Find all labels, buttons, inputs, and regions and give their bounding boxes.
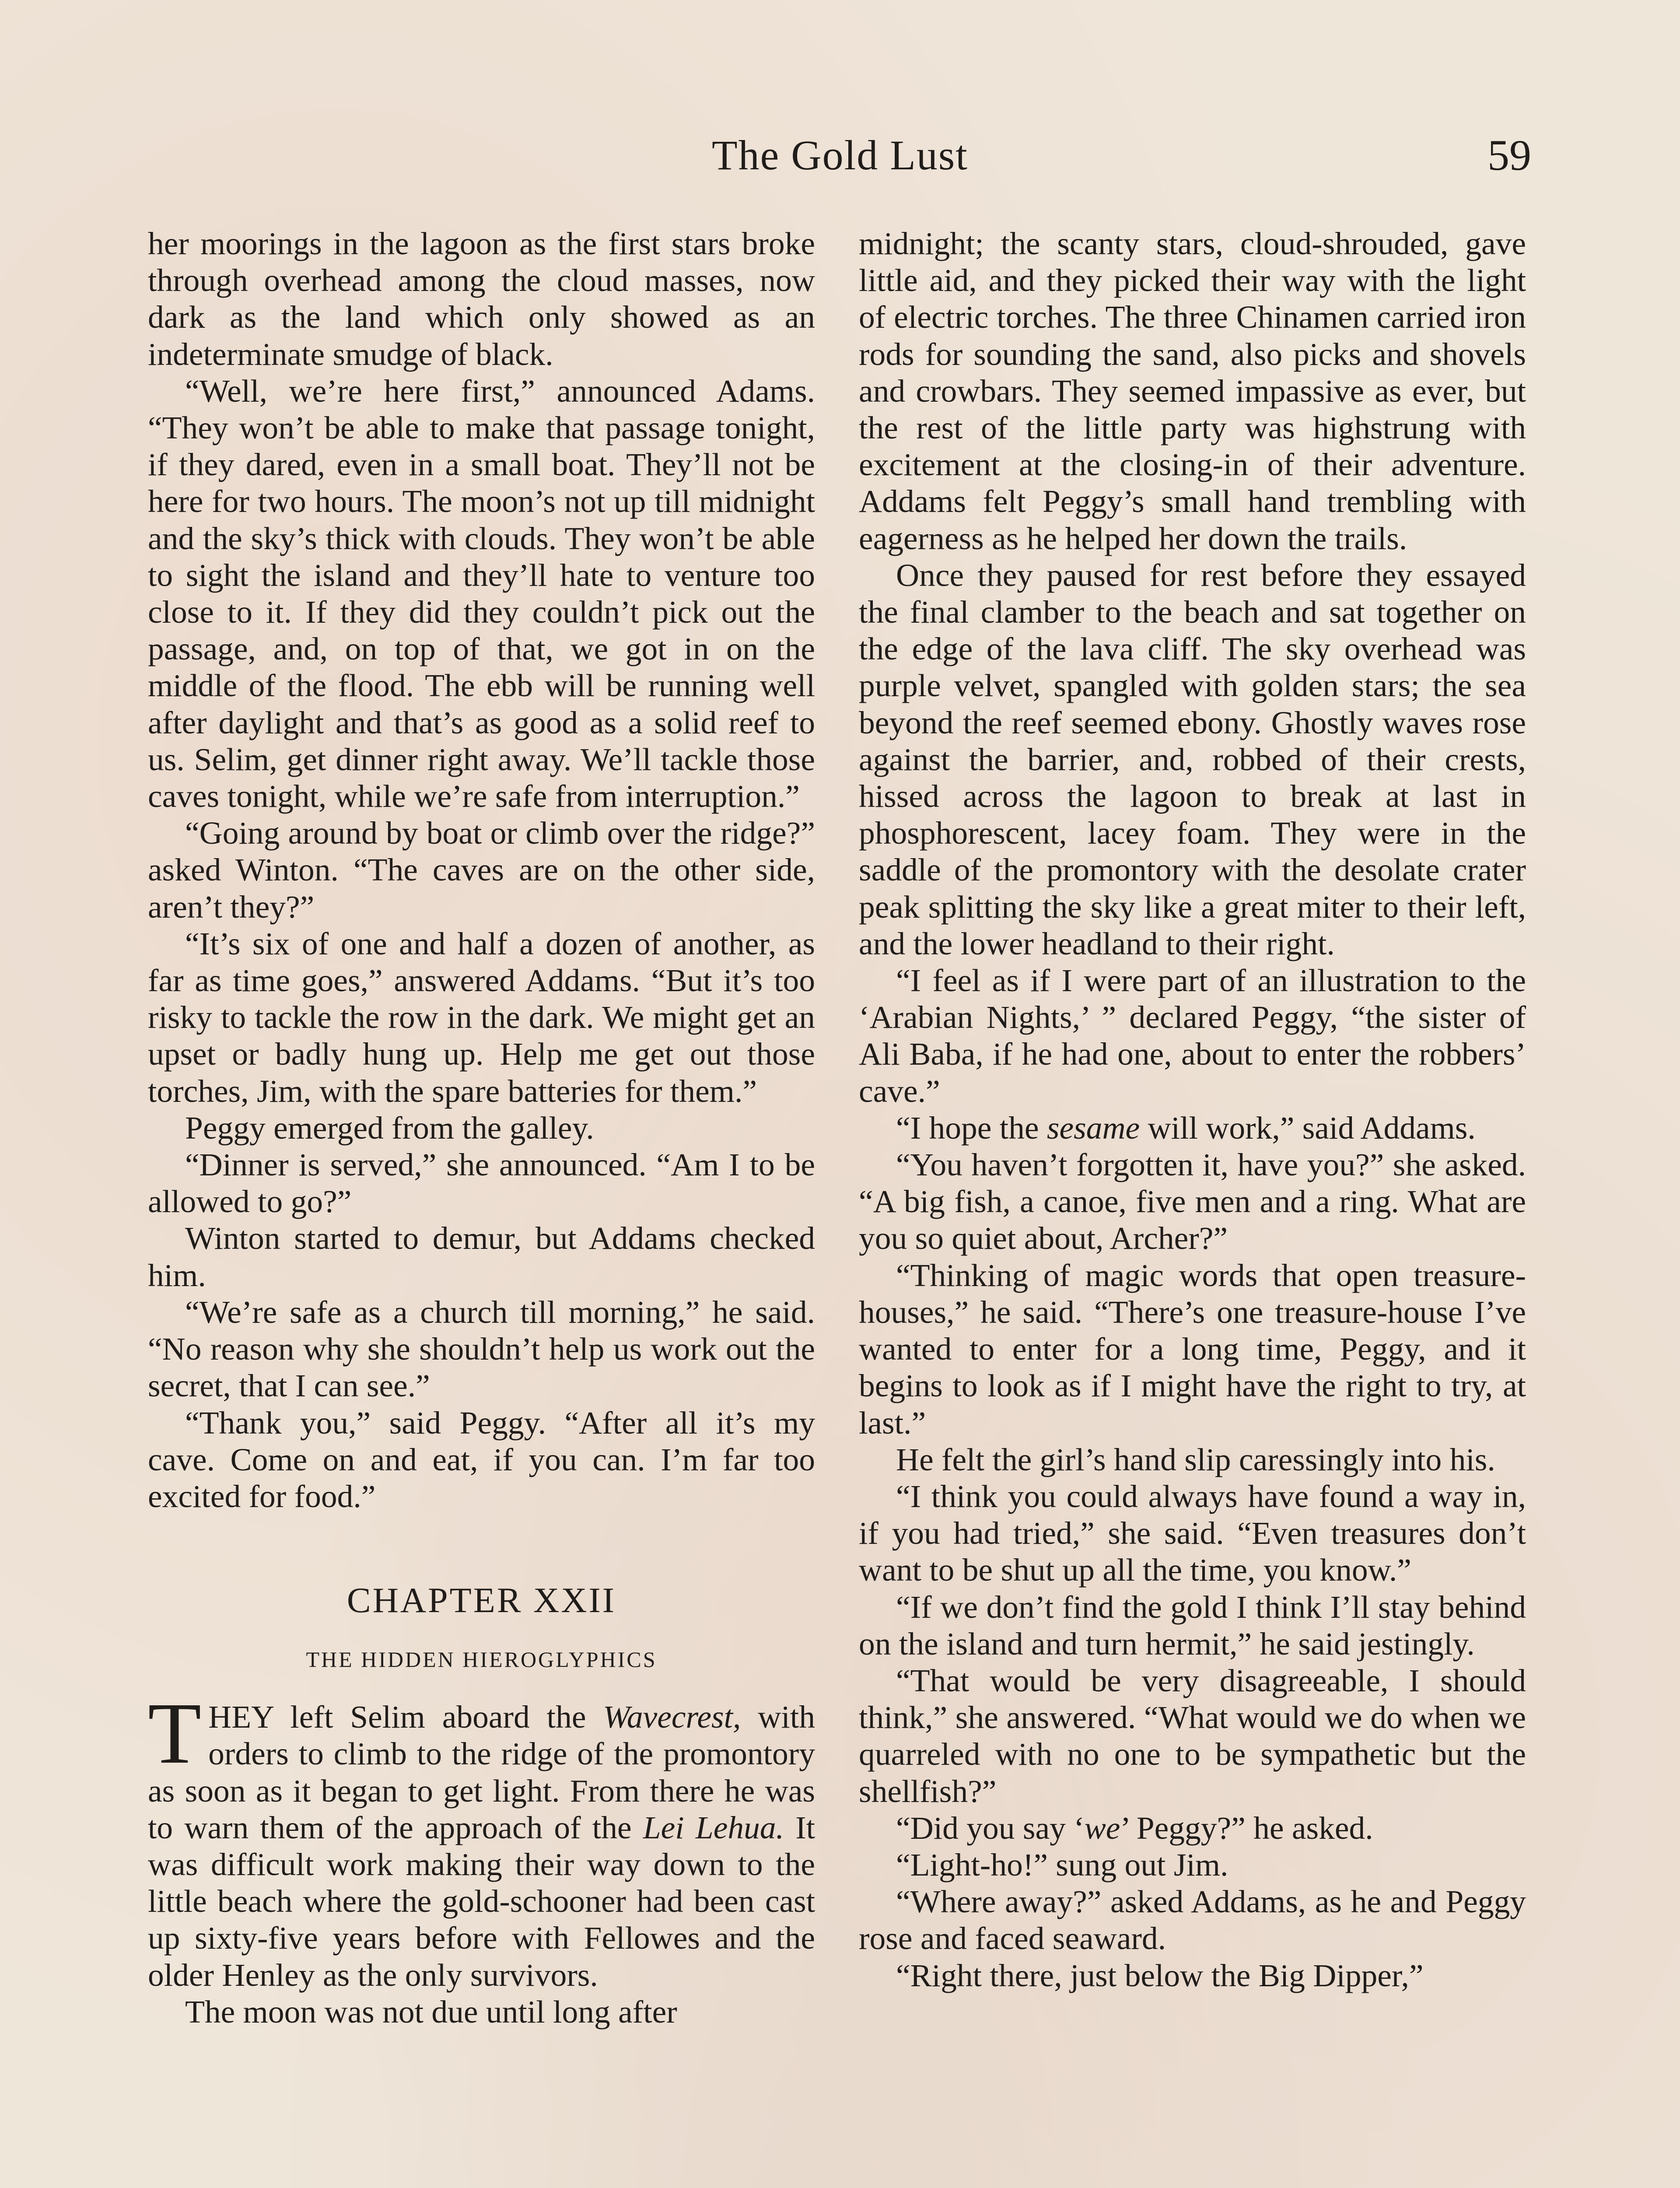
paragraph: Once they paused for rest before they essayed the final clamber to the beach and sat together on the edge of the lava cliff. The sky overhead was purple velvet, spangled with golden stars; the sea beyond the reef seemed ebony. Ghostly waves rose against the barrier, and, robbed of their crests, hissed across the lagoon to break at last in phosphorescent, lacey foam. They were in the saddle of the promontory with the desolate crater peak splitting the sky like a great miter to their left, and the lower headland to their right.: [859, 557, 1526, 961]
paragraph: “It’s six of one and half a dozen of another, as far as time goes,” answered Addams. “But it’s too risky to tackle the row in the dark. We might get an upset or badly hung up. Help me get out those torches, Jim, with the spare batteries for them.”: [148, 926, 815, 1109]
paragraph: “Where away?” asked Addams, as he and Peggy rose and faced seaward.: [859, 1884, 1526, 1957]
paragraph: Peggy emerged from the galley.: [185, 1110, 594, 1146]
paragraph: “Thank you,” said Peggy. “After all it’s my cave. Come on and eat, if you can. I’m far too excited for food.”: [148, 1405, 815, 1514]
ship-name: Wavecrest,: [603, 1699, 741, 1735]
text-run: will work,” said Addams.: [1140, 1110, 1476, 1146]
paragraph: “Dinner is served,” she announced. “Am I to be allowed to go?”: [148, 1147, 815, 1220]
paragraph: her moorings in the lagoon as the first stars broke through overhead among the cloud masses, now dark as the land which only showed as an indeterminate smudge of black.: [148, 226, 815, 372]
drop-cap: T: [148, 1685, 202, 1782]
left-column: [148, 225, 815, 2030]
paragraph: “Right there, just below the Big Dipper,”: [896, 1957, 1424, 1993]
text-run: ’ Peggy?” he asked.: [1120, 1810, 1373, 1846]
paragraph: “I feel as if I were part of an illustration to the ‘Arabian Nights,’ ” declared Peggy, “the sister of Ali Baba, if he had one, about to enter the robbers’ cave.”: [859, 963, 1526, 1109]
paragraph: He felt the girl’s hand slip caressingly into his.: [896, 1441, 1495, 1477]
paragraph: “If we don’t find the gold I think I’ll stay behind on the island and turn hermit,” he said jestingly.: [859, 1589, 1526, 1662]
paragraph: midnight; the scanty stars, cloud-shrouded, gave little aid, and they picked their way with the light of electric torches. The three Chinamen carried iron rods for sounding the sand, also picks and shovels and crowbars. They seemed impassive as ever, but the rest of the little party was highstrung with excitement at the closing-in of their adventure. Addams felt Peggy’s small hand trembling with eagerness as he helped her down the trails.: [859, 226, 1526, 556]
paragraph: The moon was not due until long after: [185, 1994, 677, 2030]
paragraph: “Going around by boat or climb over the ridge?” asked Winton. “The caves are on the other side, aren’t they?”: [148, 815, 815, 925]
paragraph: “You haven’t forgotten it, have you?” she asked. “A big fish, a canoe, five men and a ring. What are you so quiet about, Archer?”: [859, 1147, 1526, 1256]
chapter-opening-paragraph: [148, 1685, 816, 1994]
paragraph: “That would be very disagreeable, I should think,” she answered. “What would we do when we quarreled with no one to be sympathetic but the shellfish?”: [859, 1662, 1526, 1809]
paragraph: “I think you could always have found a way in, if you had tried,” she said. “Even treasures don’t want to be shut up all the time, you know.”: [859, 1478, 1526, 1588]
paragraph: [859, 1110, 1526, 1147]
page-number: 59: [1488, 131, 1531, 179]
paragraph: “Thinking of magic words that open treasure-houses,” he said. “There’s one treasure-house I’ve wanted to enter for a long time, Peggy, and it begins to look as if I might have the right to try, at last.”: [859, 1257, 1526, 1441]
chapter-subtitle: THE HIDDEN HIEROGLYPHICS: [306, 1647, 657, 1672]
paragraph: “We’re safe as a church till morning,” he said. “No reason why she shouldn’t help us work out the secret, that I can see.”: [148, 1294, 815, 1404]
chapter-heading: CHAPTER XXII: [346, 1580, 616, 1620]
text-run: with orders to climb to the ridge of the promontory as soon as it began to get light. From there he was to warn them of the approach of the: [148, 1699, 816, 1845]
paragraph: “Light-ho!” sung out Jim.: [896, 1847, 1228, 1883]
emphasis: we: [1084, 1810, 1120, 1846]
paragraph: [859, 1810, 1526, 1847]
running-title: The Gold Lust: [712, 132, 968, 179]
text-run: “I hope the: [896, 1110, 1047, 1146]
text-run: It was difficult work making their way down to the little beach where the gold-schooner had been cast up sixty-five years before with Fellowes and the older Henley as the only survivors.: [148, 1809, 816, 1993]
running-head: [0, 127, 1680, 184]
paragraph: Winton started to demur, but Addams checked him.: [148, 1220, 815, 1293]
paragraph: “Well, we’re here first,” announced Adams. “They won’t be able to make that passage tonight, if they dared, even in a small boat. They’ll not be here for two hours. The moon’s not up till midnight and the sky’s thick with clouds. They won’t be able to sight the island and they’ll hate to venture too close to it. If they did they couldn’t pick out the passage, and, on top of that, we got in on the middle of the flood. The ebb will be running well after daylight and that’s as good as a solid reef to us. Selim, get dinner right away. We’ll tackle those caves tonight, while we’re safe from interruption.”: [148, 373, 815, 814]
emphasis: sesame: [1046, 1110, 1140, 1146]
text-run: “Did you say ‘: [896, 1810, 1085, 1846]
text-run: HEY left Selim aboard the: [208, 1699, 603, 1735]
right-column: [859, 225, 1526, 1994]
ship-name: Lei Lehua.: [643, 1809, 784, 1845]
